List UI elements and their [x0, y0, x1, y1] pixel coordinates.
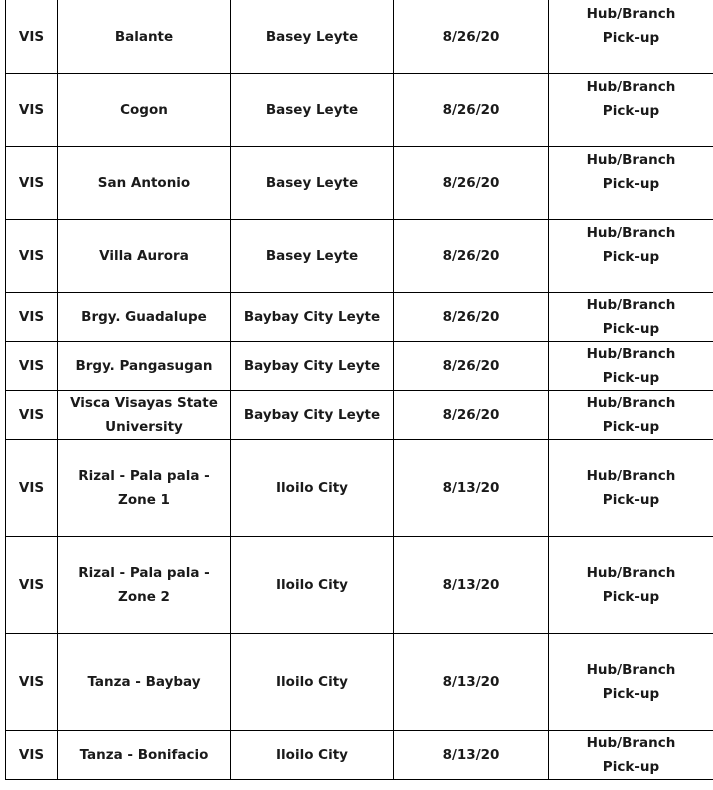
region-cell [6, 391, 58, 440]
region-text: VIS [18, 747, 45, 763]
mode-cell [549, 147, 713, 220]
region-text: VIS [18, 577, 45, 593]
date-text: 8/26/20 [442, 248, 500, 264]
barangay-text: Brgy. Pangasugan [75, 358, 213, 374]
mode-cell [549, 731, 713, 780]
table-row [6, 147, 713, 220]
city-cell [231, 537, 394, 634]
barangay-cell [58, 634, 231, 731]
date-text: 8/26/20 [442, 407, 500, 423]
table-row [6, 731, 713, 780]
barangay-cell [58, 342, 231, 391]
table-row [6, 634, 713, 731]
table-row [6, 220, 713, 293]
city-text: Basey Leyte [265, 175, 359, 191]
delivery-schedule-table-container [5, 0, 713, 780]
barangay-cell [58, 0, 231, 74]
city-text: Baybay City Leyte [243, 407, 381, 423]
city-cell [231, 634, 394, 731]
mode-text: Hub/Branch Pick-up [586, 297, 676, 337]
mode-text: Hub/Branch Pick-up [586, 152, 676, 192]
mode-text: Hub/Branch Pick-up [586, 79, 676, 119]
date-cell [394, 537, 549, 634]
mode-cell [549, 74, 713, 147]
table-row [6, 0, 713, 74]
date-cell [394, 0, 549, 74]
barangay-cell [58, 391, 231, 440]
table-row [6, 537, 713, 634]
barangay-cell [58, 220, 231, 293]
date-text: 8/13/20 [442, 747, 500, 763]
date-cell [394, 731, 549, 780]
date-cell [394, 220, 549, 293]
table-row [6, 293, 713, 342]
region-text: VIS [18, 480, 45, 496]
region-text: VIS [18, 358, 45, 374]
mode-cell [549, 220, 713, 293]
city-cell [231, 74, 394, 147]
region-text: VIS [18, 28, 45, 45]
barangay-text: Tanza - Baybay [87, 674, 201, 690]
region-cell [6, 147, 58, 220]
region-cell [6, 293, 58, 342]
date-text: 8/13/20 [442, 577, 500, 593]
table-row [6, 440, 713, 537]
barangay-text: Tanza - Bonifacio [79, 747, 209, 763]
barangay-cell [58, 147, 231, 220]
region-text: VIS [18, 175, 45, 191]
city-text: Basey Leyte [265, 248, 359, 264]
city-cell [231, 731, 394, 780]
barangay-text: Rizal - Pala pala - Zone 1 [78, 468, 210, 508]
barangay-cell [58, 74, 231, 147]
table-row [6, 74, 713, 147]
city-cell [231, 440, 394, 537]
mode-cell [549, 293, 713, 342]
date-cell [394, 342, 549, 391]
date-cell [394, 74, 549, 147]
mode-text: Hub/Branch Pick-up [586, 395, 676, 435]
barangay-cell [58, 440, 231, 537]
region-cell [6, 0, 58, 74]
barangay-cell [58, 537, 231, 634]
region-cell [6, 537, 58, 634]
mode-text: Hub/Branch Pick-up [586, 468, 676, 508]
barangay-text: Cogon [120, 102, 168, 118]
city-cell [231, 220, 394, 293]
mode-cell [549, 634, 713, 731]
region-cell [6, 731, 58, 780]
city-cell [231, 342, 394, 391]
mode-cell [549, 391, 713, 440]
city-text: Baybay City Leyte [243, 358, 381, 374]
date-text: 8/26/20 [442, 28, 500, 45]
barangay-text: Visca Visayas State University [70, 395, 218, 435]
region-cell [6, 634, 58, 731]
date-text: 8/26/20 [442, 309, 500, 325]
city-text: Basey Leyte [265, 102, 359, 118]
date-cell [394, 440, 549, 537]
table-row [6, 342, 713, 391]
delivery-schedule-table [5, 0, 713, 780]
mode-text: Hub/Branch Pick-up [586, 225, 676, 265]
barangay-text: San Antonio [97, 175, 191, 191]
city-text: Iloilo City [276, 674, 348, 690]
region-cell [6, 440, 58, 537]
mode-text: Hub/Branch Pick-up [586, 735, 676, 775]
barangay-text: Brgy. Guadalupe [81, 309, 207, 325]
mode-cell [549, 0, 713, 74]
mode-text: Hub/Branch Pick-up [586, 346, 676, 386]
region-cell [6, 74, 58, 147]
table-row [6, 391, 713, 440]
mode-cell [549, 342, 713, 391]
city-text: Iloilo City [276, 480, 348, 496]
date-text: 8/13/20 [442, 674, 500, 690]
date-cell [394, 293, 549, 342]
barangay-text: Rizal - Pala pala - Zone 2 [78, 565, 210, 605]
mode-cell [549, 440, 713, 537]
date-cell [394, 391, 549, 440]
barangay-text: Balante [114, 28, 174, 45]
mode-cell [549, 537, 713, 634]
region-text: VIS [18, 248, 45, 264]
barangay-text: Villa Aurora [99, 248, 189, 264]
date-cell [394, 147, 549, 220]
city-cell [231, 391, 394, 440]
region-cell [6, 220, 58, 293]
date-text: 8/26/20 [442, 175, 500, 191]
region-text: VIS [18, 407, 45, 423]
mode-text: Hub/Branch Pick-up [586, 5, 676, 46]
barangay-cell [58, 731, 231, 780]
date-text: 8/26/20 [442, 102, 500, 118]
city-text: Iloilo City [276, 747, 348, 763]
region-text: VIS [18, 674, 45, 690]
region-text: VIS [18, 102, 45, 118]
mode-text: Hub/Branch Pick-up [586, 565, 676, 605]
region-cell [6, 342, 58, 391]
city-text: Iloilo City [276, 577, 348, 593]
city-text: Basey Leyte [265, 28, 359, 45]
city-cell [231, 0, 394, 74]
city-cell [231, 147, 394, 220]
table-body [6, 0, 713, 780]
city-text: Baybay City Leyte [243, 309, 381, 325]
date-text: 8/13/20 [442, 480, 500, 496]
barangay-cell [58, 293, 231, 342]
city-cell [231, 293, 394, 342]
mode-text: Hub/Branch Pick-up [586, 662, 676, 702]
date-text: 8/26/20 [442, 358, 500, 374]
date-cell [394, 634, 549, 731]
region-text: VIS [18, 309, 45, 325]
